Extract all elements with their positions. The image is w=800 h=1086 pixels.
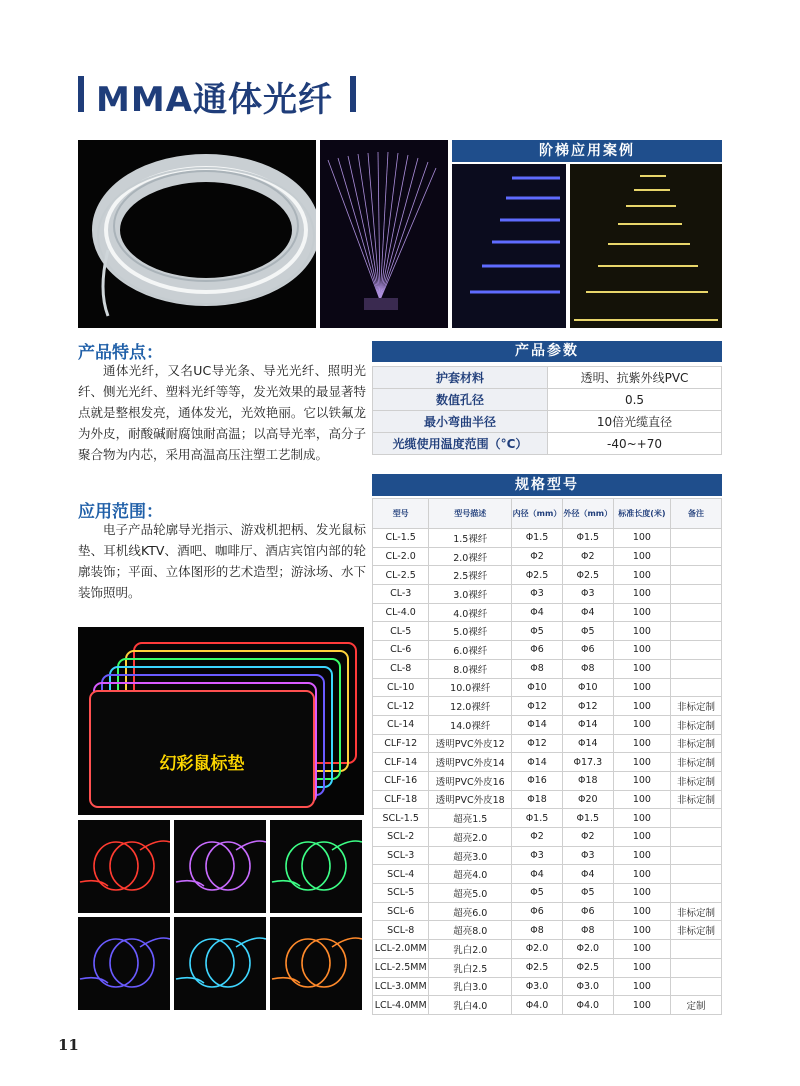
table-cell: 100 bbox=[613, 865, 670, 884]
table-cell: Φ14 bbox=[562, 734, 613, 753]
table-cell: SCL-6 bbox=[373, 902, 429, 921]
table-cell: 透明PVC外皮16 bbox=[429, 771, 512, 790]
table-row bbox=[373, 697, 722, 716]
table-row bbox=[373, 846, 722, 865]
params-row bbox=[373, 389, 722, 411]
table-cell bbox=[671, 622, 722, 641]
specs-column-header: 内径（mm） bbox=[512, 499, 563, 529]
fiber-loop-photo bbox=[78, 917, 170, 1010]
applications-heading: 应用范围： bbox=[78, 502, 163, 522]
table-cell: Φ10 bbox=[562, 678, 613, 697]
table-cell bbox=[671, 585, 722, 604]
table-cell: 透明PVC外皮12 bbox=[429, 734, 512, 753]
table-cell: 100 bbox=[613, 529, 670, 548]
table-row bbox=[373, 940, 722, 959]
table-row bbox=[373, 902, 722, 921]
table-cell: Φ4 bbox=[512, 603, 563, 622]
table-row bbox=[373, 678, 722, 697]
table-cell: 100 bbox=[613, 603, 670, 622]
table-cell: Φ16 bbox=[512, 771, 563, 790]
table-cell bbox=[671, 846, 722, 865]
table-cell: LCL-2.0MM bbox=[373, 940, 429, 959]
specs-table bbox=[372, 498, 722, 1015]
table-cell: SCL-4 bbox=[373, 865, 429, 884]
table-cell: CLF-12 bbox=[373, 734, 429, 753]
table-cell: Φ2.0 bbox=[512, 940, 563, 959]
table-cell: 非标定制 bbox=[671, 921, 722, 940]
table-cell: 非标定制 bbox=[671, 734, 722, 753]
table-cell: 非标定制 bbox=[671, 697, 722, 716]
table-row bbox=[373, 715, 722, 734]
table-cell: Φ3.0 bbox=[512, 977, 563, 996]
table-cell: Φ20 bbox=[562, 790, 613, 809]
table-row bbox=[373, 566, 722, 585]
table-cell: SCL-8 bbox=[373, 921, 429, 940]
table-cell: 100 bbox=[613, 585, 670, 604]
table-cell: Φ3.0 bbox=[562, 977, 613, 996]
table-cell: Φ8 bbox=[562, 921, 613, 940]
fiber-loop-photo bbox=[174, 820, 266, 913]
title-bar-left bbox=[78, 76, 84, 112]
mousepad-photo bbox=[78, 627, 364, 815]
fiber-loop-photo bbox=[174, 917, 266, 1010]
specs-column-header: 外径（mm） bbox=[562, 499, 613, 529]
table-cell: Φ8 bbox=[562, 659, 613, 678]
page-title-block bbox=[78, 72, 368, 120]
table-cell: Φ2 bbox=[562, 547, 613, 566]
table-row bbox=[373, 996, 722, 1015]
table-cell: 乳白2.0 bbox=[429, 940, 512, 959]
table-cell: 透明PVC外皮18 bbox=[429, 790, 512, 809]
table-cell: Φ3 bbox=[562, 585, 613, 604]
stairs-yellow-photo bbox=[570, 164, 722, 328]
table-cell: Φ12 bbox=[512, 734, 563, 753]
table-cell: 非标定制 bbox=[671, 790, 722, 809]
params-row bbox=[373, 411, 722, 433]
table-cell bbox=[671, 940, 722, 959]
table-cell: Φ14 bbox=[512, 715, 563, 734]
table-cell: Φ4 bbox=[562, 865, 613, 884]
table-cell: SCL-3 bbox=[373, 846, 429, 865]
params-header: 产品参数 bbox=[372, 341, 722, 362]
table-row bbox=[373, 921, 722, 940]
table-cell: 6.0裸纤 bbox=[429, 641, 512, 660]
table-row bbox=[373, 753, 722, 772]
table-cell: 超亮5.0 bbox=[429, 884, 512, 903]
table-cell bbox=[671, 547, 722, 566]
table-cell: Φ5 bbox=[512, 884, 563, 903]
table-cell: Φ6 bbox=[512, 902, 563, 921]
table-row bbox=[373, 828, 722, 847]
table-cell: 100 bbox=[613, 902, 670, 921]
fiber-loop-photo bbox=[270, 917, 362, 1010]
table-cell: 10.0裸纤 bbox=[429, 678, 512, 697]
table-cell: 100 bbox=[613, 996, 670, 1015]
table-cell bbox=[671, 566, 722, 585]
table-cell: 100 bbox=[613, 641, 670, 660]
stairs-header: 阶梯应用案例 bbox=[452, 140, 722, 162]
table-cell: Φ2 bbox=[512, 828, 563, 847]
specs-column-header: 备注 bbox=[671, 499, 722, 529]
table-row bbox=[373, 790, 722, 809]
features-text: 通体光纤，又名UC导光条、导光光纤、照明光纤、侧光光纤、塑料光纤等等，发光效果的最显著特点就是整根发亮，通体发光，光效艳丽。它以铁氟龙为外皮，耐酸碱耐腐蚀耐高温；以高导光率，高分子聚合物为内芯，采用高温高压注塑工艺制成。 bbox=[78, 363, 366, 462]
table-cell: 定制 bbox=[671, 996, 722, 1015]
table-cell: CL-5 bbox=[373, 622, 429, 641]
table-cell: 2.0裸纤 bbox=[429, 547, 512, 566]
table-cell: 8.0裸纤 bbox=[429, 659, 512, 678]
table-cell: CL-4.0 bbox=[373, 603, 429, 622]
table-row bbox=[373, 865, 722, 884]
table-cell: 100 bbox=[613, 790, 670, 809]
table-cell: Φ12 bbox=[562, 697, 613, 716]
table-cell: Φ18 bbox=[562, 771, 613, 790]
param-value: 0.5 bbox=[548, 389, 722, 411]
table-row bbox=[373, 622, 722, 641]
fiber-coil-photo bbox=[78, 140, 316, 328]
table-cell: 100 bbox=[613, 697, 670, 716]
table-cell bbox=[671, 529, 722, 548]
table-row bbox=[373, 529, 722, 548]
table-cell: Φ2.5 bbox=[562, 566, 613, 585]
table-cell: Φ8 bbox=[512, 921, 563, 940]
table-cell: 100 bbox=[613, 659, 670, 678]
table-cell: 100 bbox=[613, 958, 670, 977]
table-cell: CL-2.5 bbox=[373, 566, 429, 585]
table-cell: Φ6 bbox=[562, 641, 613, 660]
table-cell: 100 bbox=[613, 921, 670, 940]
table-cell: 12.0裸纤 bbox=[429, 697, 512, 716]
table-cell: 乳白3.0 bbox=[429, 977, 512, 996]
table-row bbox=[373, 641, 722, 660]
params-row bbox=[373, 433, 722, 455]
params-row bbox=[373, 367, 722, 389]
features-heading: 产品特点： bbox=[78, 343, 163, 363]
stairs-blue-photo bbox=[452, 164, 566, 328]
table-cell: 非标定制 bbox=[671, 715, 722, 734]
table-cell: Φ6 bbox=[512, 641, 563, 660]
title-bar-right bbox=[350, 76, 356, 112]
table-cell: SCL-5 bbox=[373, 884, 429, 903]
table-cell: 100 bbox=[613, 566, 670, 585]
table-cell: 100 bbox=[613, 622, 670, 641]
mousepad-label: 幻彩鼠标垫 bbox=[159, 754, 245, 774]
param-value: 10倍光缆直径 bbox=[548, 411, 722, 433]
table-cell: SCL-1.5 bbox=[373, 809, 429, 828]
table-cell bbox=[671, 977, 722, 996]
table-cell: 透明PVC外皮14 bbox=[429, 753, 512, 772]
table-cell: Φ2 bbox=[562, 828, 613, 847]
table-cell: Φ18 bbox=[512, 790, 563, 809]
table-cell: 超亮3.0 bbox=[429, 846, 512, 865]
table-cell: Φ2.5 bbox=[512, 958, 563, 977]
page-number: 11 bbox=[58, 1036, 79, 1054]
table-cell bbox=[671, 809, 722, 828]
table-cell: 乳白2.5 bbox=[429, 958, 512, 977]
table-cell: 4.0裸纤 bbox=[429, 603, 512, 622]
table-cell: Φ3 bbox=[562, 846, 613, 865]
param-key: 最小弯曲半径 bbox=[373, 411, 548, 433]
param-key: 数值孔径 bbox=[373, 389, 548, 411]
table-cell: 5.0裸纤 bbox=[429, 622, 512, 641]
fiber-fan-photo bbox=[320, 140, 448, 328]
specs-column-header: 型号 bbox=[373, 499, 429, 529]
table-cell: LCL-3.0MM bbox=[373, 977, 429, 996]
table-cell: CL-14 bbox=[373, 715, 429, 734]
table-cell: Φ1.5 bbox=[562, 529, 613, 548]
table-cell: Φ14 bbox=[512, 753, 563, 772]
table-cell: Φ6 bbox=[562, 902, 613, 921]
param-value: 透明、抗紫外线PVC bbox=[548, 367, 722, 389]
table-cell: 100 bbox=[613, 940, 670, 959]
table-cell bbox=[671, 678, 722, 697]
fiber-loop-photo bbox=[270, 820, 362, 913]
table-cell: 100 bbox=[613, 977, 670, 996]
table-cell bbox=[671, 641, 722, 660]
table-cell: CL-1.5 bbox=[373, 529, 429, 548]
table-row bbox=[373, 958, 722, 977]
table-cell: 100 bbox=[613, 846, 670, 865]
table-row bbox=[373, 734, 722, 753]
page-title: MMA通体光纤 bbox=[96, 80, 333, 120]
table-row bbox=[373, 809, 722, 828]
table-cell bbox=[671, 958, 722, 977]
table-cell: 100 bbox=[613, 753, 670, 772]
table-cell: 非标定制 bbox=[671, 771, 722, 790]
table-cell: 1.5裸纤 bbox=[429, 529, 512, 548]
specs-header: 规格型号 bbox=[372, 474, 722, 496]
table-row bbox=[373, 771, 722, 790]
table-row bbox=[373, 603, 722, 622]
table-cell: 100 bbox=[613, 715, 670, 734]
table-cell: Φ1.5 bbox=[562, 809, 613, 828]
param-key: 光缆使用温度范围（°C） bbox=[373, 433, 548, 455]
table-row bbox=[373, 977, 722, 996]
table-cell: LCL-2.5MM bbox=[373, 958, 429, 977]
table-cell: Φ2.5 bbox=[512, 566, 563, 585]
table-cell bbox=[671, 884, 722, 903]
table-cell: 超亮6.0 bbox=[429, 902, 512, 921]
table-cell: CL-8 bbox=[373, 659, 429, 678]
table-cell: 2.5裸纤 bbox=[429, 566, 512, 585]
table-cell: Φ10 bbox=[512, 678, 563, 697]
param-value: -40~+70 bbox=[548, 433, 722, 455]
table-cell: 3.0裸纤 bbox=[429, 585, 512, 604]
applications-text: 电子产品轮廓导光指示、游戏机把柄、发光鼠标垫、耳机线KTV、酒吧、咖啡厅、酒店宾馆内部的轮廓装饰；平面、立体图形的艺术造型；游泳场、水下装饰照明。 bbox=[78, 522, 366, 600]
table-cell: Φ1.5 bbox=[512, 529, 563, 548]
table-cell: 100 bbox=[613, 734, 670, 753]
table-cell: 100 bbox=[613, 828, 670, 847]
table-cell: 超亮4.0 bbox=[429, 865, 512, 884]
table-cell: Φ2 bbox=[512, 547, 563, 566]
specs-column-header: 型号描述 bbox=[429, 499, 512, 529]
table-cell: 超亮1.5 bbox=[429, 809, 512, 828]
table-cell: 超亮2.0 bbox=[429, 828, 512, 847]
table-cell: CLF-14 bbox=[373, 753, 429, 772]
table-cell: CLF-18 bbox=[373, 790, 429, 809]
table-row bbox=[373, 547, 722, 566]
table-cell: Φ2.5 bbox=[562, 958, 613, 977]
table-cell: CL-2.0 bbox=[373, 547, 429, 566]
table-cell: Φ8 bbox=[512, 659, 563, 678]
table-cell: CLF-16 bbox=[373, 771, 429, 790]
table-cell: Φ3 bbox=[512, 846, 563, 865]
param-key: 护套材料 bbox=[373, 367, 548, 389]
table-cell: 100 bbox=[613, 884, 670, 903]
table-row bbox=[373, 585, 722, 604]
table-cell: LCL-4.0MM bbox=[373, 996, 429, 1015]
table-cell: CL-10 bbox=[373, 678, 429, 697]
table-cell: 非标定制 bbox=[671, 902, 722, 921]
table-row bbox=[373, 659, 722, 678]
table-cell: CL-6 bbox=[373, 641, 429, 660]
table-cell: Φ3 bbox=[512, 585, 563, 604]
table-cell: 超亮8.0 bbox=[429, 921, 512, 940]
table-row bbox=[373, 884, 722, 903]
table-cell: Φ17.3 bbox=[562, 753, 613, 772]
specs-column-header: 标准长度(米) bbox=[613, 499, 670, 529]
fiber-loop-photo bbox=[78, 820, 170, 913]
table-cell: Φ1.5 bbox=[512, 809, 563, 828]
table-cell: 100 bbox=[613, 547, 670, 566]
table-cell: Φ5 bbox=[562, 884, 613, 903]
table-cell: Φ4.0 bbox=[562, 996, 613, 1015]
table-cell: 100 bbox=[613, 809, 670, 828]
table-cell: Φ5 bbox=[562, 622, 613, 641]
table-cell: 乳白4.0 bbox=[429, 996, 512, 1015]
table-cell: SCL-2 bbox=[373, 828, 429, 847]
table-cell: 14.0裸纤 bbox=[429, 715, 512, 734]
table-cell: Φ4 bbox=[512, 865, 563, 884]
table-cell: 100 bbox=[613, 678, 670, 697]
table-cell bbox=[671, 865, 722, 884]
table-cell: 100 bbox=[613, 771, 670, 790]
table-cell bbox=[671, 828, 722, 847]
table-cell: CL-3 bbox=[373, 585, 429, 604]
table-cell: Φ2.0 bbox=[562, 940, 613, 959]
table-cell: Φ4 bbox=[562, 603, 613, 622]
table-cell: Φ4.0 bbox=[512, 996, 563, 1015]
table-cell: Φ12 bbox=[512, 697, 563, 716]
table-cell: Φ14 bbox=[562, 715, 613, 734]
params-table bbox=[372, 366, 722, 455]
table-cell: CL-12 bbox=[373, 697, 429, 716]
table-cell bbox=[671, 659, 722, 678]
table-cell bbox=[671, 603, 722, 622]
table-cell: 非标定制 bbox=[671, 753, 722, 772]
table-cell: Φ5 bbox=[512, 622, 563, 641]
